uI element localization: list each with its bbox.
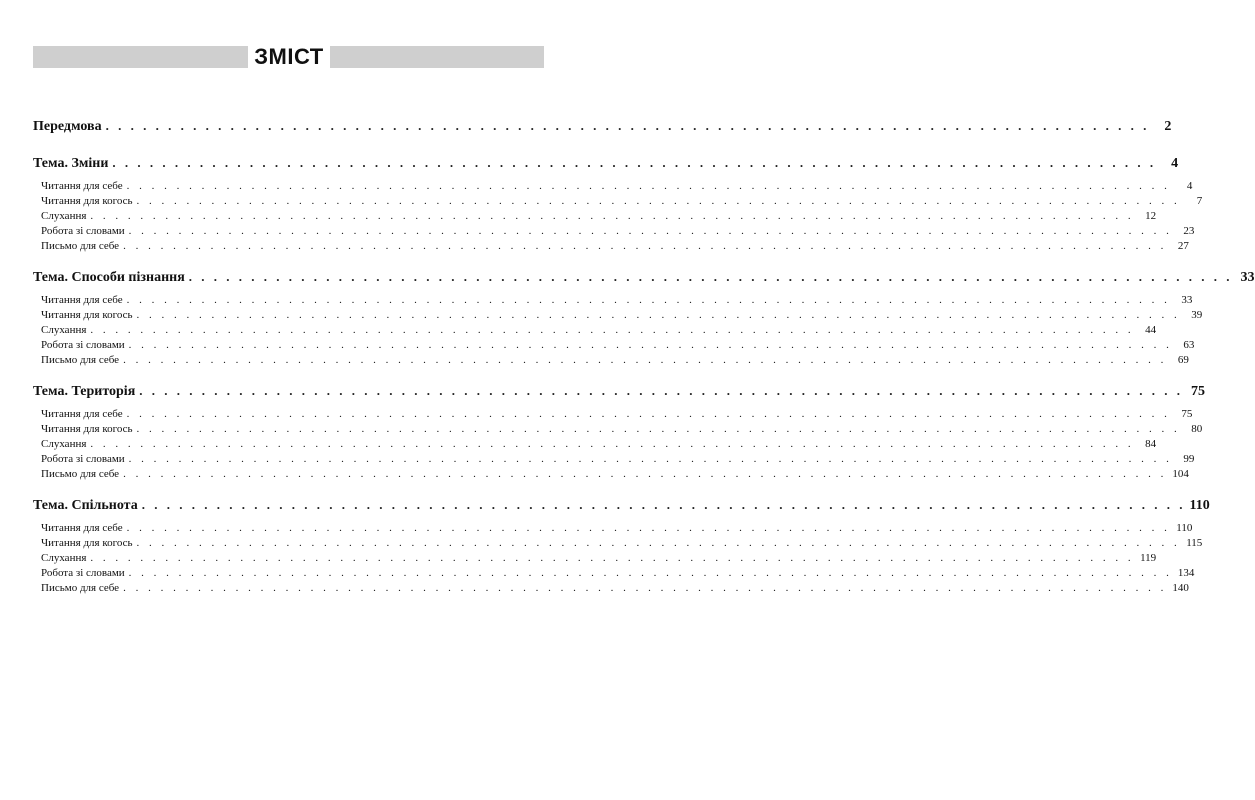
toc-item-page: 75 (1181, 408, 1193, 420)
toc-item[interactable] (33, 438, 1157, 453)
toc-item-page: 119 (1140, 552, 1157, 564)
toc-item[interactable] (33, 294, 1193, 309)
leader-dots: . . . . . . . . . . . . . . . . . . . . . . . . . . . . . . . . . . . . . . . . . . . . . . . . . . . . . . . . . . . . . . . . . . . . . . . . . . . . . . . . . . . . (128, 339, 1173, 351)
leader-dots: . . . . . . . . . . . . . . . . . . . . . . . . . . . . . . . . . . . . . . . . . . . . . . . . . . . . . . . . . . . . . . . . . . . . . . . . . . . . . . . . . . . . (90, 210, 1135, 222)
leader-dots: . . . . . . . . . . . . . . . . . . . . . . . . . . . . . . . . . . . . . . . . . . . . . . . . . . . . . . . . . . . . . . . . . . . . . . . . . . . . . . . . . . . . (123, 240, 1167, 252)
toc-item[interactable] (33, 408, 1193, 423)
toc-item-label: Робота зі словами (41, 339, 125, 351)
toc-item-label: Читання для когось (41, 537, 133, 549)
toc-entry-label: Передмова (33, 119, 102, 134)
toc-item-label: Письмо для себе (41, 582, 120, 594)
toc-item-page: 115 (1186, 537, 1203, 549)
toc-item[interactable] (33, 468, 1189, 483)
toc-section-title-row[interactable] (33, 497, 1210, 519)
leader-dots: . . . . . . . . . . . . . . . . . . . . . . . . . . . . . . . . . . . . . . . . . . . . . . . . . . . . . . . . . . . . . . . . . . . . . . . . . . . . . . . . . . . . (139, 383, 1184, 398)
leader-dots: . . . . . . . . . . . . . . . . . . . . . . . . . . . . . . . . . . . . . . . . . . . . . . . . . . . . . . . . . . . . . . . . . . . . . . . . . . . . . . . . . . . . (136, 309, 1181, 321)
leader-dots: . . . . . . . . . . . . . . . . . . . . . . . . . . . . . . . . . . . . . . . . . . . . . . . . . . . . . . . . . . . . . . . . . . . . . . . . . . . . . . . . . . . . (188, 269, 1233, 284)
leader-dots: . . . . . . . . . . . . . . . . . . . . . . . . . . . . . . . . . . . . . . . . . . . . . . . . . . . . . . . . . . . . . . . . . . . . . . . . . . . . . . . . . . . . (141, 497, 1186, 512)
toc-item-label: Письмо для себе (41, 240, 120, 252)
toc-item-label: Робота зі словами (41, 453, 125, 465)
spacer (33, 369, 543, 383)
toc-section (33, 383, 1206, 483)
toc-item[interactable] (33, 180, 1193, 195)
toc-section-page: 75 (1191, 384, 1206, 399)
toc-item-page: 12 (1145, 210, 1157, 222)
toc-item[interactable] (33, 354, 1189, 369)
toc-item-page: 110 (1176, 522, 1193, 534)
toc-item[interactable] (33, 339, 1195, 354)
leader-dots: . . . . . . . . . . . . . . . . . . . . . . . . . . . . . . . . . . . . . . . . . . . . . . . . . . . . . . . . . . . . . . . . . . . . . . . . . . . . . . . . . . . . (123, 468, 1167, 480)
toc-item-page: 69 (1177, 354, 1189, 366)
toc-item[interactable] (33, 453, 1195, 468)
toc-item-page: 44 (1145, 324, 1157, 336)
toc-section-title-row[interactable] (33, 383, 1206, 405)
leader-dots: . . . . . . . . . . . . . . . . . . . . . . . . . . . . . . . . . . . . . . . . . . . . . . . . . . . . . . . . . . . . . . . . . . . . . . . . . . . . . . . . . . . . (128, 453, 1173, 465)
spacer (33, 483, 543, 497)
toc-item[interactable] (33, 324, 1157, 339)
spacer (33, 255, 543, 269)
spacer (33, 140, 543, 155)
toc-item[interactable] (33, 225, 1195, 240)
toc-section-title: Тема. Способи пізнання (33, 270, 185, 285)
table-of-contents (33, 118, 1255, 597)
toc-entry-page: 2 (1164, 119, 1172, 134)
toc-item-label: Читання для когось (41, 309, 133, 321)
toc-item[interactable] (33, 567, 1195, 582)
leader-dots: . . . . . . . . . . . . . . . . . . . . . . . . . . . . . . . . . . . . . . . . . . . . . . . . . . . . . . . . . . . . . . . . . . . . . . . . . . . . . . . . . . . . (126, 522, 1171, 534)
toc-item-page: 23 (1183, 225, 1195, 237)
header-title-box (248, 40, 330, 74)
leader-dots: . . . . . . . . . . . . . . . . . . . . . . . . . . . . . . . . . . . . . . . . . . . . . . . . . . . . . . . . . . . . . . . . . . . . . . . . . . . . . . . . . . . . (136, 537, 1181, 549)
toc-item-label: Письмо для себе (41, 354, 120, 366)
toc-section-title: Тема. Територія (33, 384, 136, 399)
toc-section-page: 110 (1189, 498, 1210, 513)
toc-item[interactable] (33, 522, 1193, 537)
toc-item-label: Слухання (41, 438, 87, 450)
toc-item-label: Читання для себе (41, 408, 123, 420)
leader-dots: . . . . . . . . . . . . . . . . . . . . . . . . . . . . . . . . . . . . . . . . . . . . . . . . . . . . . . . . . . . . . . . . . . . . . . . . . . . . . . . . . . . . (90, 324, 1135, 336)
toc-section (33, 155, 1203, 255)
toc-item[interactable] (33, 195, 1203, 210)
toc-item[interactable] (33, 210, 1157, 225)
toc-item-label: Читання для себе (41, 180, 123, 192)
toc-item-page: 140 (1172, 582, 1189, 594)
toc-item-label: Слухання (41, 552, 87, 564)
leader-dots: . . . . . . . . . . . . . . . . . . . . . . . . . . . . . . . . . . . . . . . . . . . . . . . . . . . . . . . . . . . . . . . . . . . . . . . . . . . . . . . . . . . . (136, 423, 1181, 435)
toc-item-page: 33 (1181, 294, 1193, 306)
toc-item-label: Слухання (41, 210, 87, 222)
toc-item-page: 84 (1145, 438, 1157, 450)
toc-item-page: 4 (1186, 180, 1193, 192)
leader-dots: . . . . . . . . . . . . . . . . . . . . . . . . . . . . . . . . . . . . . . . . . . . . . . . . . . . . . . . . . . . . . . . . . . . . . . . . . . . . . . . . . . . . (128, 225, 1173, 237)
toc-section-title-row[interactable] (33, 155, 1179, 177)
toc-item-page: 7 (1196, 195, 1203, 207)
toc-section (33, 497, 1210, 597)
toc-item-page: 99 (1183, 453, 1195, 465)
leader-dots: . . . . . . . . . . . . . . . . . . . . . . . . . . . . . . . . . . . . . . . . . . . . . . . . . . . . . . . . . . . . . . . . . . . . . . . . . . . . . . . . . . . . (128, 567, 1173, 579)
toc-section-page: 4 (1171, 156, 1179, 171)
toc-item-label: Читання для когось (41, 423, 133, 435)
leader-dots: . . . . . . . . . . . . . . . . . . . . . . . . . . . . . . . . . . . . . . . . . . . . . . . . . . . . . . . . . . . . . . . . . . . . . . . . . . . . . . . . . . . . (136, 195, 1181, 207)
leader-dots: . . . . . . . . . . . . . . . . . . . . . . . . . . . . . . . . . . . . . . . . . . . . . . . . . . . . . . . . . . . . . . . . . . . . . . . . . . . . . . . . . . . . (123, 354, 1167, 366)
leader-dots: . . . . . . . . . . . . . . . . . . . . . . . . . . . . . . . . . . . . . . . . . . . . . . . . . . . . . . . . . . . . . . . . . . . . . . . . . . . . . . . . . . . . (105, 118, 1150, 133)
leader-dots: . . . . . . . . . . . . . . . . . . . . . . . . . . . . . . . . . . . . . . . . . . . . . . . . . . . . . . . . . . . . . . . . . . . . . . . . . . . . . . . . . . . . (112, 155, 1157, 170)
toc-item-label: Читання для себе (41, 294, 123, 306)
toc-item-page: 63 (1183, 339, 1195, 351)
toc-section-page: 33 (1240, 270, 1255, 285)
toc-item[interactable] (33, 582, 1189, 597)
toc-item-page: 80 (1191, 423, 1203, 435)
leader-dots: . . . . . . . . . . . . . . . . . . . . . . . . . . . . . . . . . . . . . . . . . . . . . . . . . . . . . . . . . . . . . . . . . . . . . . . . . . . . . . . . . . . . (90, 552, 1135, 564)
toc-item[interactable] (33, 537, 1203, 552)
toc-item-label: Робота зі словами (41, 567, 125, 579)
toc-item-page: 39 (1191, 309, 1203, 321)
toc-item-label: Письмо для себе (41, 468, 120, 480)
toc-item-label: Слухання (41, 324, 87, 336)
leader-dots: . . . . . . . . . . . . . . . . . . . . . . . . . . . . . . . . . . . . . . . . . . . . . . . . . . . . . . . . . . . . . . . . . . . . . . . . . . . . . . . . . . . . (126, 408, 1171, 420)
page-title: ЗМІСТ (254, 44, 324, 69)
leader-dots: . . . . . . . . . . . . . . . . . . . . . . . . . . . . . . . . . . . . . . . . . . . . . . . . . . . . . . . . . . . . . . . . . . . . . . . . . . . . . . . . . . . . (126, 180, 1171, 192)
toc-item[interactable] (33, 552, 1157, 567)
toc-item-label: Робота зі словами (41, 225, 125, 237)
toc-item-label: Читання для себе (41, 522, 123, 534)
toc-section-title: Тема. Зміни (33, 156, 109, 171)
toc-entry-intro[interactable] (33, 118, 1172, 140)
toc-item[interactable] (33, 309, 1203, 324)
toc-item[interactable] (33, 240, 1189, 255)
toc-item[interactable] (33, 423, 1203, 438)
leader-dots: . . . . . . . . . . . . . . . . . . . . . . . . . . . . . . . . . . . . . . . . . . . . . . . . . . . . . . . . . . . . . . . . . . . . . . . . . . . . . . . . . . . . (123, 582, 1167, 594)
toc-section-title: Тема. Спільнота (33, 498, 138, 513)
toc-section (33, 269, 1255, 369)
toc-item-page: 27 (1177, 240, 1189, 252)
leader-dots: . . . . . . . . . . . . . . . . . . . . . . . . . . . . . . . . . . . . . . . . . . . . . . . . . . . . . . . . . . . . . . . . . . . . . . . . . . . . . . . . . . . . (90, 438, 1135, 450)
toc-section-title-row[interactable] (33, 269, 1255, 291)
leader-dots: . . . . . . . . . . . . . . . . . . . . . . . . . . . . . . . . . . . . . . . . . . . . . . . . . . . . . . . . . . . . . . . . . . . . . . . . . . . . . . . . . . . . (126, 294, 1171, 306)
toc-item-page: 134 (1177, 567, 1195, 579)
toc-item-page: 104 (1172, 468, 1189, 480)
toc-item-label: Читання для когось (41, 195, 133, 207)
